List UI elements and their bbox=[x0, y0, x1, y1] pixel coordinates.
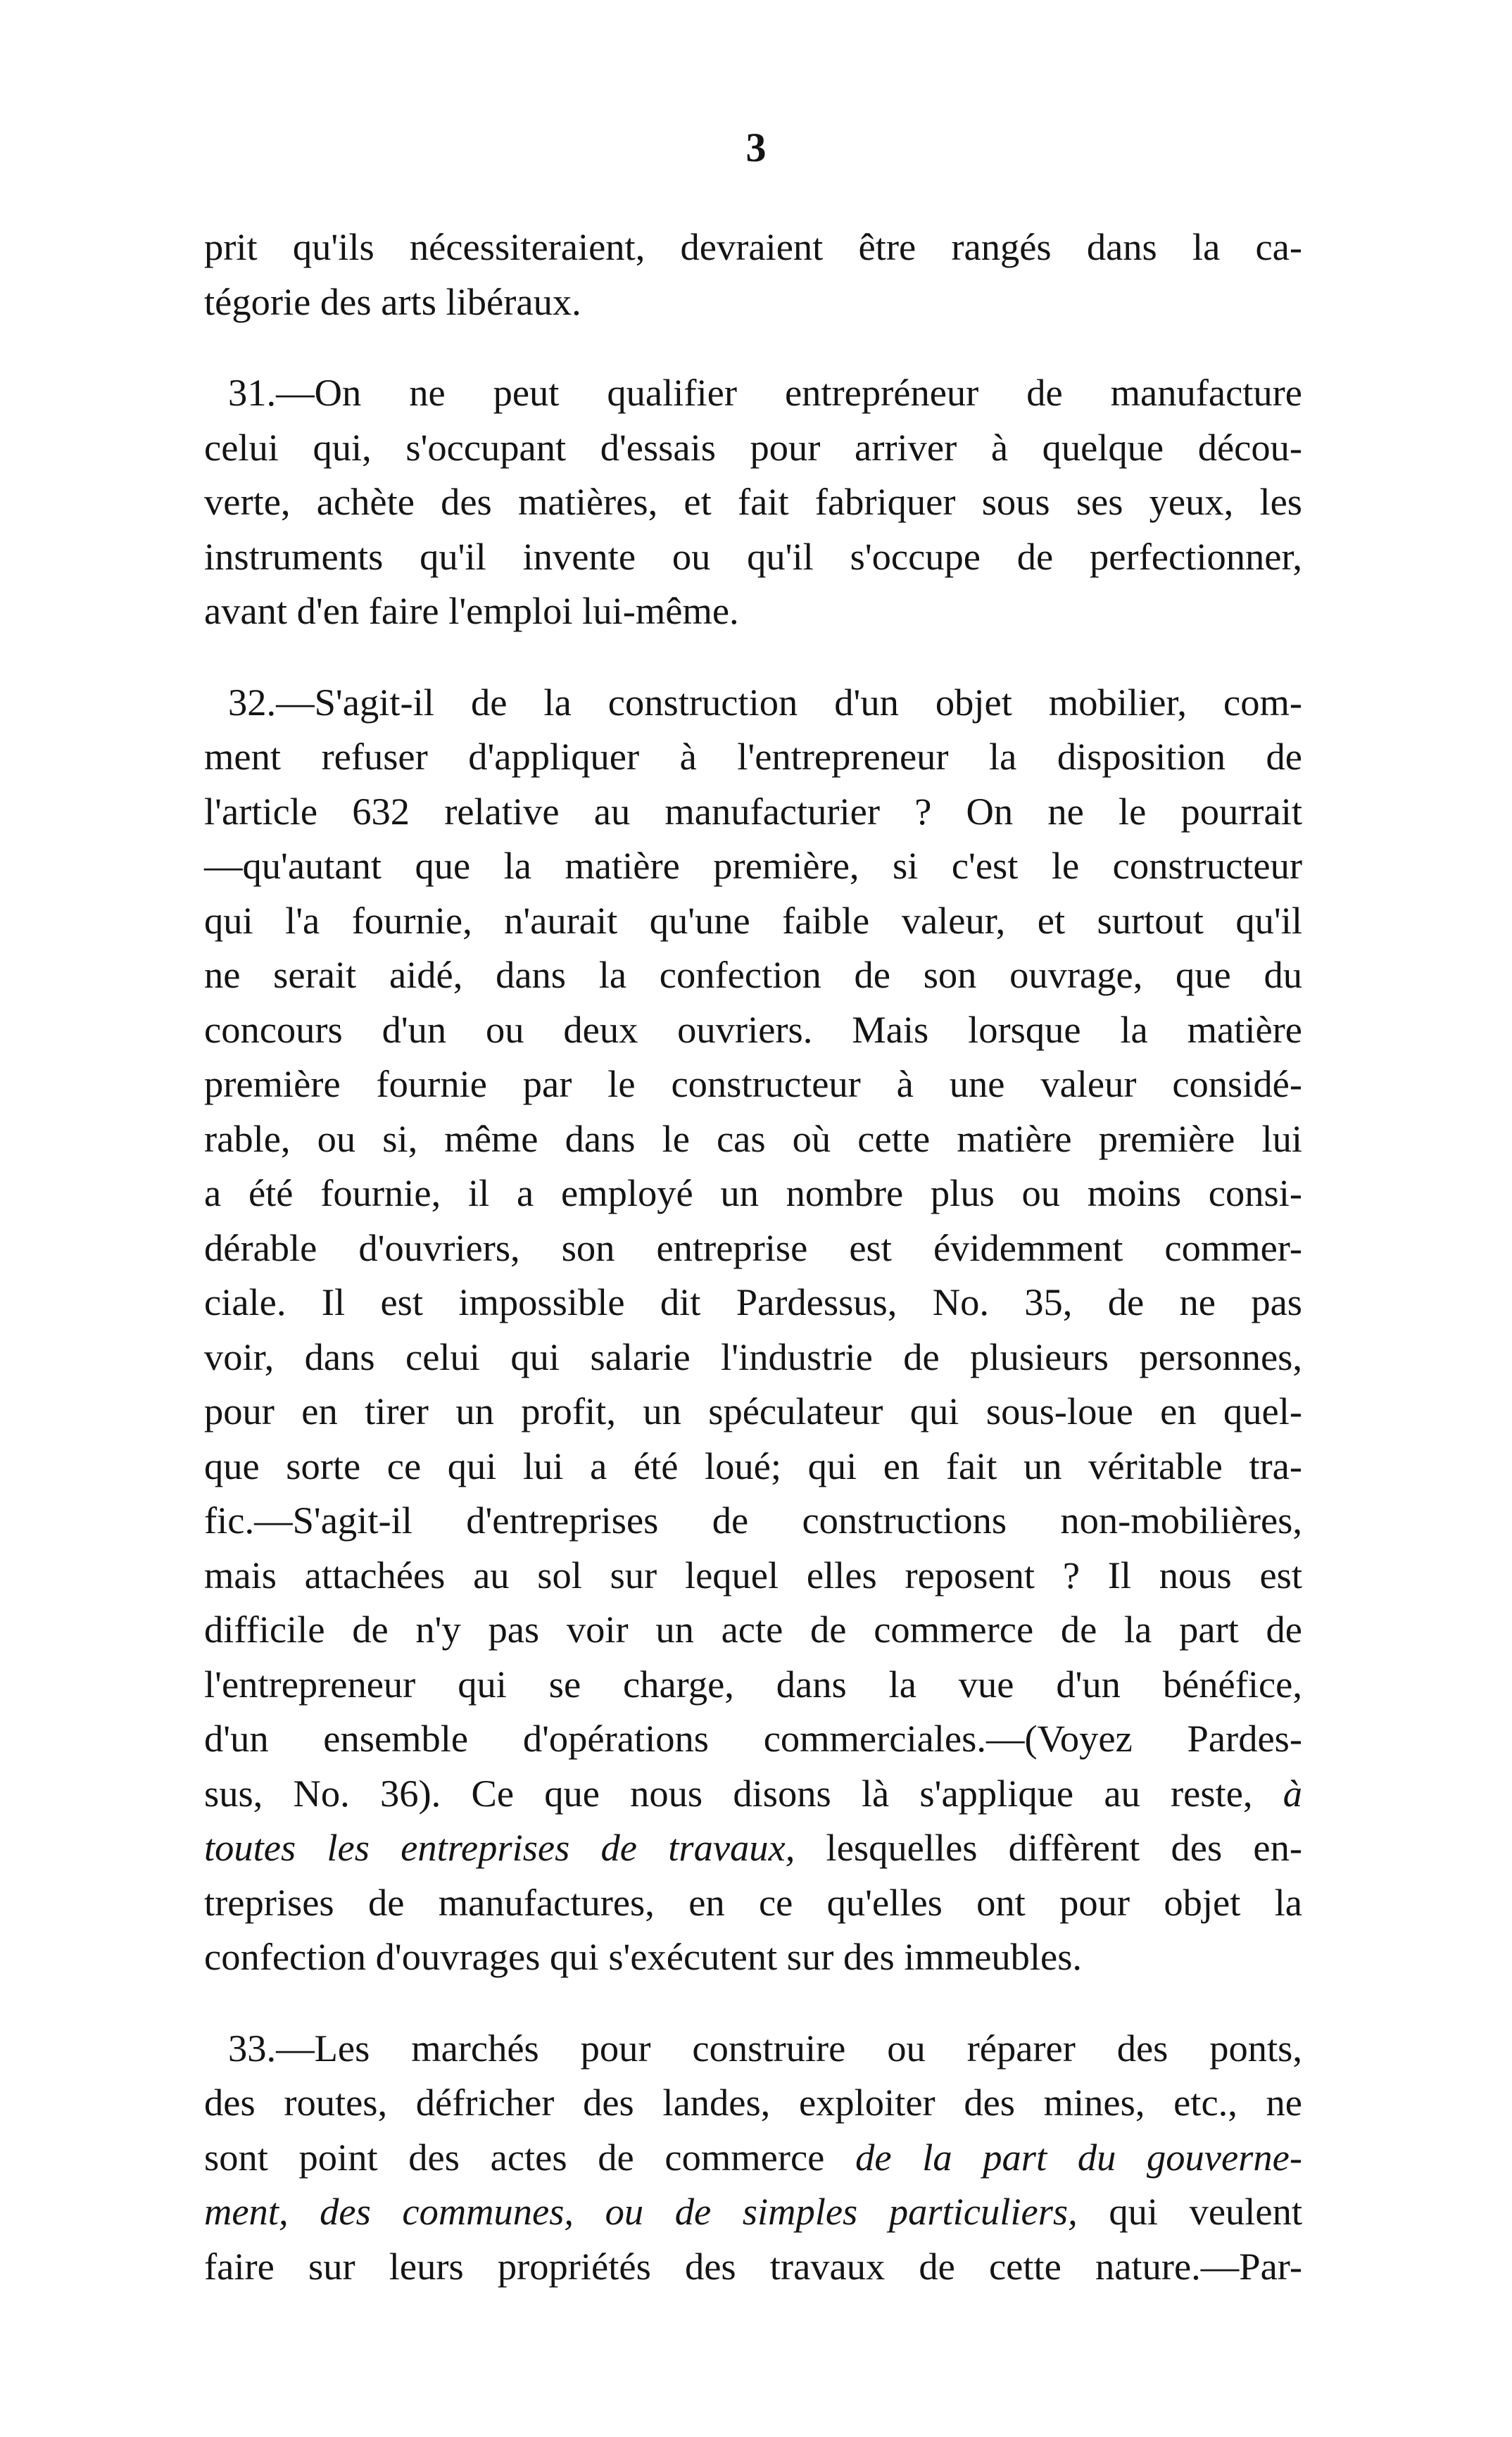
text-line: l'article 632 relative au manufacturier ? On ne le pourrait bbox=[204, 789, 1302, 833]
text-line: faire sur leurs propriétés des travaux de cette nature.—Par- bbox=[204, 2244, 1302, 2288]
text-line bbox=[204, 2184, 1302, 2239]
paragraph-31 bbox=[204, 365, 1302, 638]
italic-text-run: à bbox=[1283, 1771, 1302, 1815]
text-line: 31.—On ne peut qualifier entrepréneur de manufacture bbox=[228, 371, 1302, 414]
italic-text-run: toutes les entreprises de travaux, bbox=[204, 1826, 795, 1869]
text-line: instruments qu'il invente ou qu'il s'occupe de perfectionner, bbox=[204, 534, 1302, 578]
text-line: avant d'en faire l'emploi lui-même. bbox=[204, 589, 739, 632]
text-line: confection d'ouvrages qui s'exécutent sur des immeubles. bbox=[204, 1935, 1083, 1978]
text-line bbox=[204, 2130, 1302, 2185]
paragraph-gap bbox=[204, 1984, 1302, 2021]
text-line: treprises de manufactures, en ce qu'elles ont pour objet la bbox=[204, 1880, 1302, 1924]
text-line: concours d'un ou deux ouvriers. Mais lorsque la matière bbox=[204, 1007, 1302, 1051]
paragraph-continuation bbox=[204, 220, 1302, 329]
text-line: ne serait aidé, dans la confection de son ouvrage, que du bbox=[204, 953, 1302, 996]
text-line: dérable d'ouvriers, son entreprise est évidemment commer- bbox=[204, 1226, 1302, 1269]
paragraph-32 bbox=[204, 675, 1302, 1984]
text-line: voir, dans celui qui salarie l'industrie de plusieurs personnes, bbox=[204, 1335, 1302, 1378]
body-text bbox=[204, 220, 1302, 2293]
text-line: verte, achète des matières, et fait fabriquer sous ses yeux, les bbox=[204, 480, 1302, 523]
paragraph-gap bbox=[204, 329, 1302, 365]
text-line: l'entrepreneur qui se charge, dans la vue d'un bénéfice, bbox=[204, 1662, 1302, 1706]
text-line: 33.—Les marchés pour construire ou réparer des ponts, bbox=[228, 2026, 1302, 2070]
text-line: mais attachées au sol sur lequel elles reposent ? Il nous est bbox=[204, 1553, 1302, 1597]
text-line: rable, ou si, même dans le cas où cette matière première lui bbox=[204, 1116, 1302, 1160]
text-line: d'un ensemble d'opérations commerciales.—(Voyez Pardes- bbox=[204, 1717, 1302, 1760]
text-run: sont point des actes de commerce bbox=[204, 2135, 856, 2179]
text-line: que sorte ce qui lui a été loué; qui en fait un véritable tra- bbox=[204, 1444, 1302, 1487]
text-line: difficile de n'y pas voir un acte de commerce de la part de bbox=[204, 1608, 1302, 1651]
text-line: qui l'a fournie, n'aurait qu'une faible valeur, et surtout qu'il bbox=[204, 898, 1302, 942]
paragraph-gap bbox=[204, 638, 1302, 675]
text-run: qui veulent bbox=[1077, 2190, 1302, 2233]
text-line: celui qui, s'occupant d'essais pour arriver à quelque décou- bbox=[204, 425, 1302, 469]
text-line bbox=[204, 1766, 1302, 1821]
italic-text-run: de la part du gouverne- bbox=[855, 2135, 1302, 2179]
text-line: fic.—S'agit-il d'entreprises de constructions non-mobilières, bbox=[204, 1499, 1302, 1542]
text-line: ciale. Il est impossible dit Pardessus, No. 35, de ne pas bbox=[204, 1280, 1302, 1323]
text-line: —qu'autant que la matière première, si c'est le constructeur bbox=[204, 844, 1302, 887]
text-line: pour en tirer un profit, un spéculateur qui sous-loue en quel- bbox=[204, 1390, 1302, 1432]
text-line: a été fournie, il a employé un nombre plus ou moins consi- bbox=[204, 1171, 1302, 1214]
paragraph-33 bbox=[204, 2021, 1302, 2294]
text-line: 32.—S'agit-il de la construction d'un objet mobilier, com- bbox=[228, 680, 1302, 724]
italic-text-run: ment, des communes, ou de simples particuliers, bbox=[204, 2190, 1078, 2233]
text-line: prit qu'ils nécessiteraient, devraient être rangés dans la ca- bbox=[204, 225, 1302, 268]
text-line bbox=[204, 1820, 1302, 1875]
text-line: des routes, défricher des landes, exploiter des mines, etc., ne bbox=[204, 2081, 1302, 2124]
text-line: tégorie des arts libéraux. bbox=[204, 279, 581, 323]
text-line: première fournie par le constructeur à une valeur considé- bbox=[204, 1062, 1302, 1105]
page-number: 3 bbox=[745, 125, 767, 170]
text-line: ment refuser d'appliquer à l'entrepreneur la disposition de bbox=[204, 735, 1302, 778]
text-run: sus, No. 36). Ce que nous disons là s'applique au reste, bbox=[204, 1771, 1283, 1815]
text-run: lesquelles diffèrent des en- bbox=[795, 1826, 1302, 1869]
